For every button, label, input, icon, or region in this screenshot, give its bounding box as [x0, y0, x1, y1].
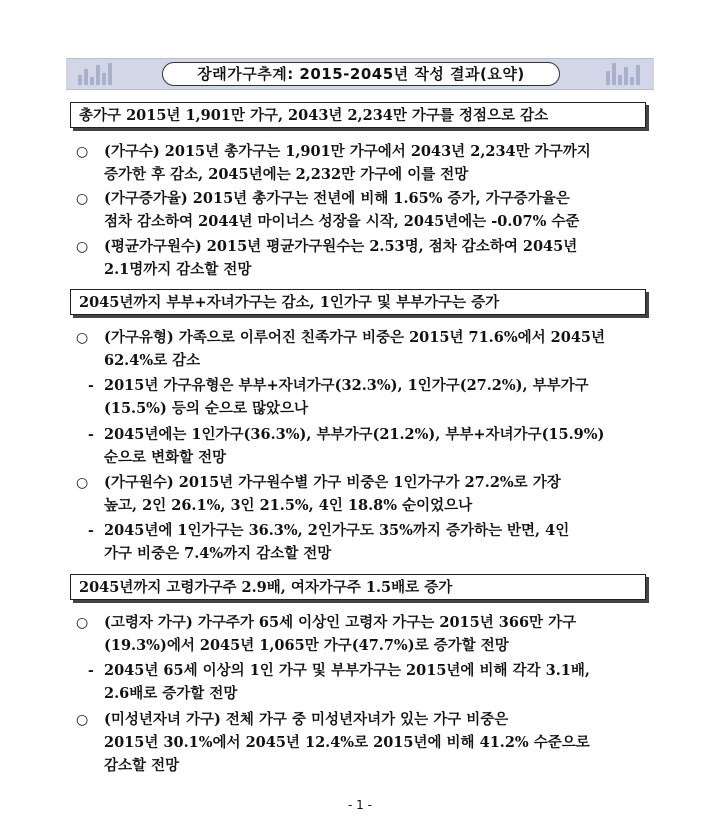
paragraph-line: (15.5%) 등의 순으로 많았으나: [104, 400, 309, 417]
page-title: 장래가구추계: 2015-2045년 작성 결과(요약): [162, 62, 560, 86]
circle-bullet: ○: [76, 615, 89, 631]
paragraph-line: 2045년 65세 이상의 1인 가구 및 부부가구는 2015년에 비해 각각 3.1배,: [104, 662, 590, 679]
paragraph-line: 62.4%로 감소: [104, 352, 201, 369]
paragraph-line: 2045년에는 1인가구(36.3%), 부부가구(21.2%), 부부+자녀가구(15.9%): [104, 426, 605, 443]
circle-bullet: ○: [76, 330, 89, 346]
paragraph-line: (가구원수) 2015년 가구원수별 가구 비중은 1인가구가 27.2%로 가장: [104, 474, 561, 491]
paragraph-line: (19.3%)에서 2045년 1,065만 가구(47.7%)로 증가할 전망: [104, 637, 509, 654]
dash-bullet: -: [88, 663, 94, 679]
paragraph-line: 점차 감소하여 2044년 마이너스 성장을 시작, 2045년에는 -0.07% 수준: [104, 213, 580, 230]
paragraph-line: (고령자 가구) 가구주가 65세 이상인 고령자 가구는 2015년 366만 가구: [104, 614, 577, 631]
paragraph-line: 증가한 후 감소, 2045년에는 2,232만 가구에 이를 전망: [104, 166, 469, 183]
paragraph-line: 2.6배로 증가할 전망: [104, 685, 238, 702]
paragraph-line: 2015년 30.1%에서 2045년 12.4%로 2015년에 비해 41.2% 수준으로: [104, 734, 590, 751]
paragraph-line: 2.1명까지 감소할 전망: [104, 261, 252, 278]
bar-chart-decoration-icon: [606, 59, 642, 89]
paragraph-line: (가구증가율) 2015년 총가구는 전년에 비해 1.65% 증가, 가구증가율은: [104, 190, 570, 207]
section-title: 2045년까지 고령가구주 2.9배, 여자가구주 1.5배로 증가: [70, 574, 646, 600]
paragraph-line: (가구수) 2015년 총가구는 1,901만 가구에서 2043년 2,234만 가구까지: [104, 143, 591, 160]
dash-bullet: -: [88, 427, 94, 443]
header-banner: [66, 58, 654, 90]
page-number: - 1 -: [348, 798, 372, 812]
dash-bullet: -: [88, 523, 94, 539]
circle-bullet: ○: [76, 475, 89, 491]
circle-bullet: ○: [76, 239, 89, 255]
paragraph-line: 순으로 변화할 전망: [104, 449, 227, 466]
paragraph-line: (미성년자녀 가구) 전체 가구 중 미성년자녀가 있는 가구 비중은: [104, 711, 509, 728]
paragraph-line: 높고, 2인 26.1%, 3인 21.5%, 4인 18.8% 순이었으나: [104, 497, 473, 514]
circle-bullet: ○: [76, 191, 89, 207]
paragraph-line: 2045년에 1인가구는 36.3%, 2인가구도 35%까지 증가하는 반면, 4인: [104, 522, 570, 539]
dash-bullet: -: [88, 378, 94, 394]
paragraph-line: 가구 비중은 7.4%까지 감소할 전망: [104, 545, 332, 562]
paragraph-line: 2015년 가구유형은 부부+자녀가구(32.3%), 1인가구(27.2%), 부부가구: [104, 377, 589, 394]
paragraph-line: (평균가구원수) 2015년 평균가구원수는 2.53명, 점차 감소하여 2045년: [104, 238, 578, 255]
paragraph-line: 감소할 전망: [104, 757, 180, 774]
circle-bullet: ○: [76, 712, 89, 728]
section-title: 2045년까지 부부+자녀가구는 감소, 1인가구 및 부부가구는 증가: [70, 289, 646, 315]
circle-bullet: ○: [76, 144, 89, 160]
section-title: 총가구 2015년 1,901만 가구, 2043년 2,234만 가구를 정점으로 감소: [70, 102, 646, 128]
paragraph-line: (가구유형) 가족으로 이루어진 친족가구 비중은 2015년 71.6%에서 2045년: [104, 329, 606, 346]
